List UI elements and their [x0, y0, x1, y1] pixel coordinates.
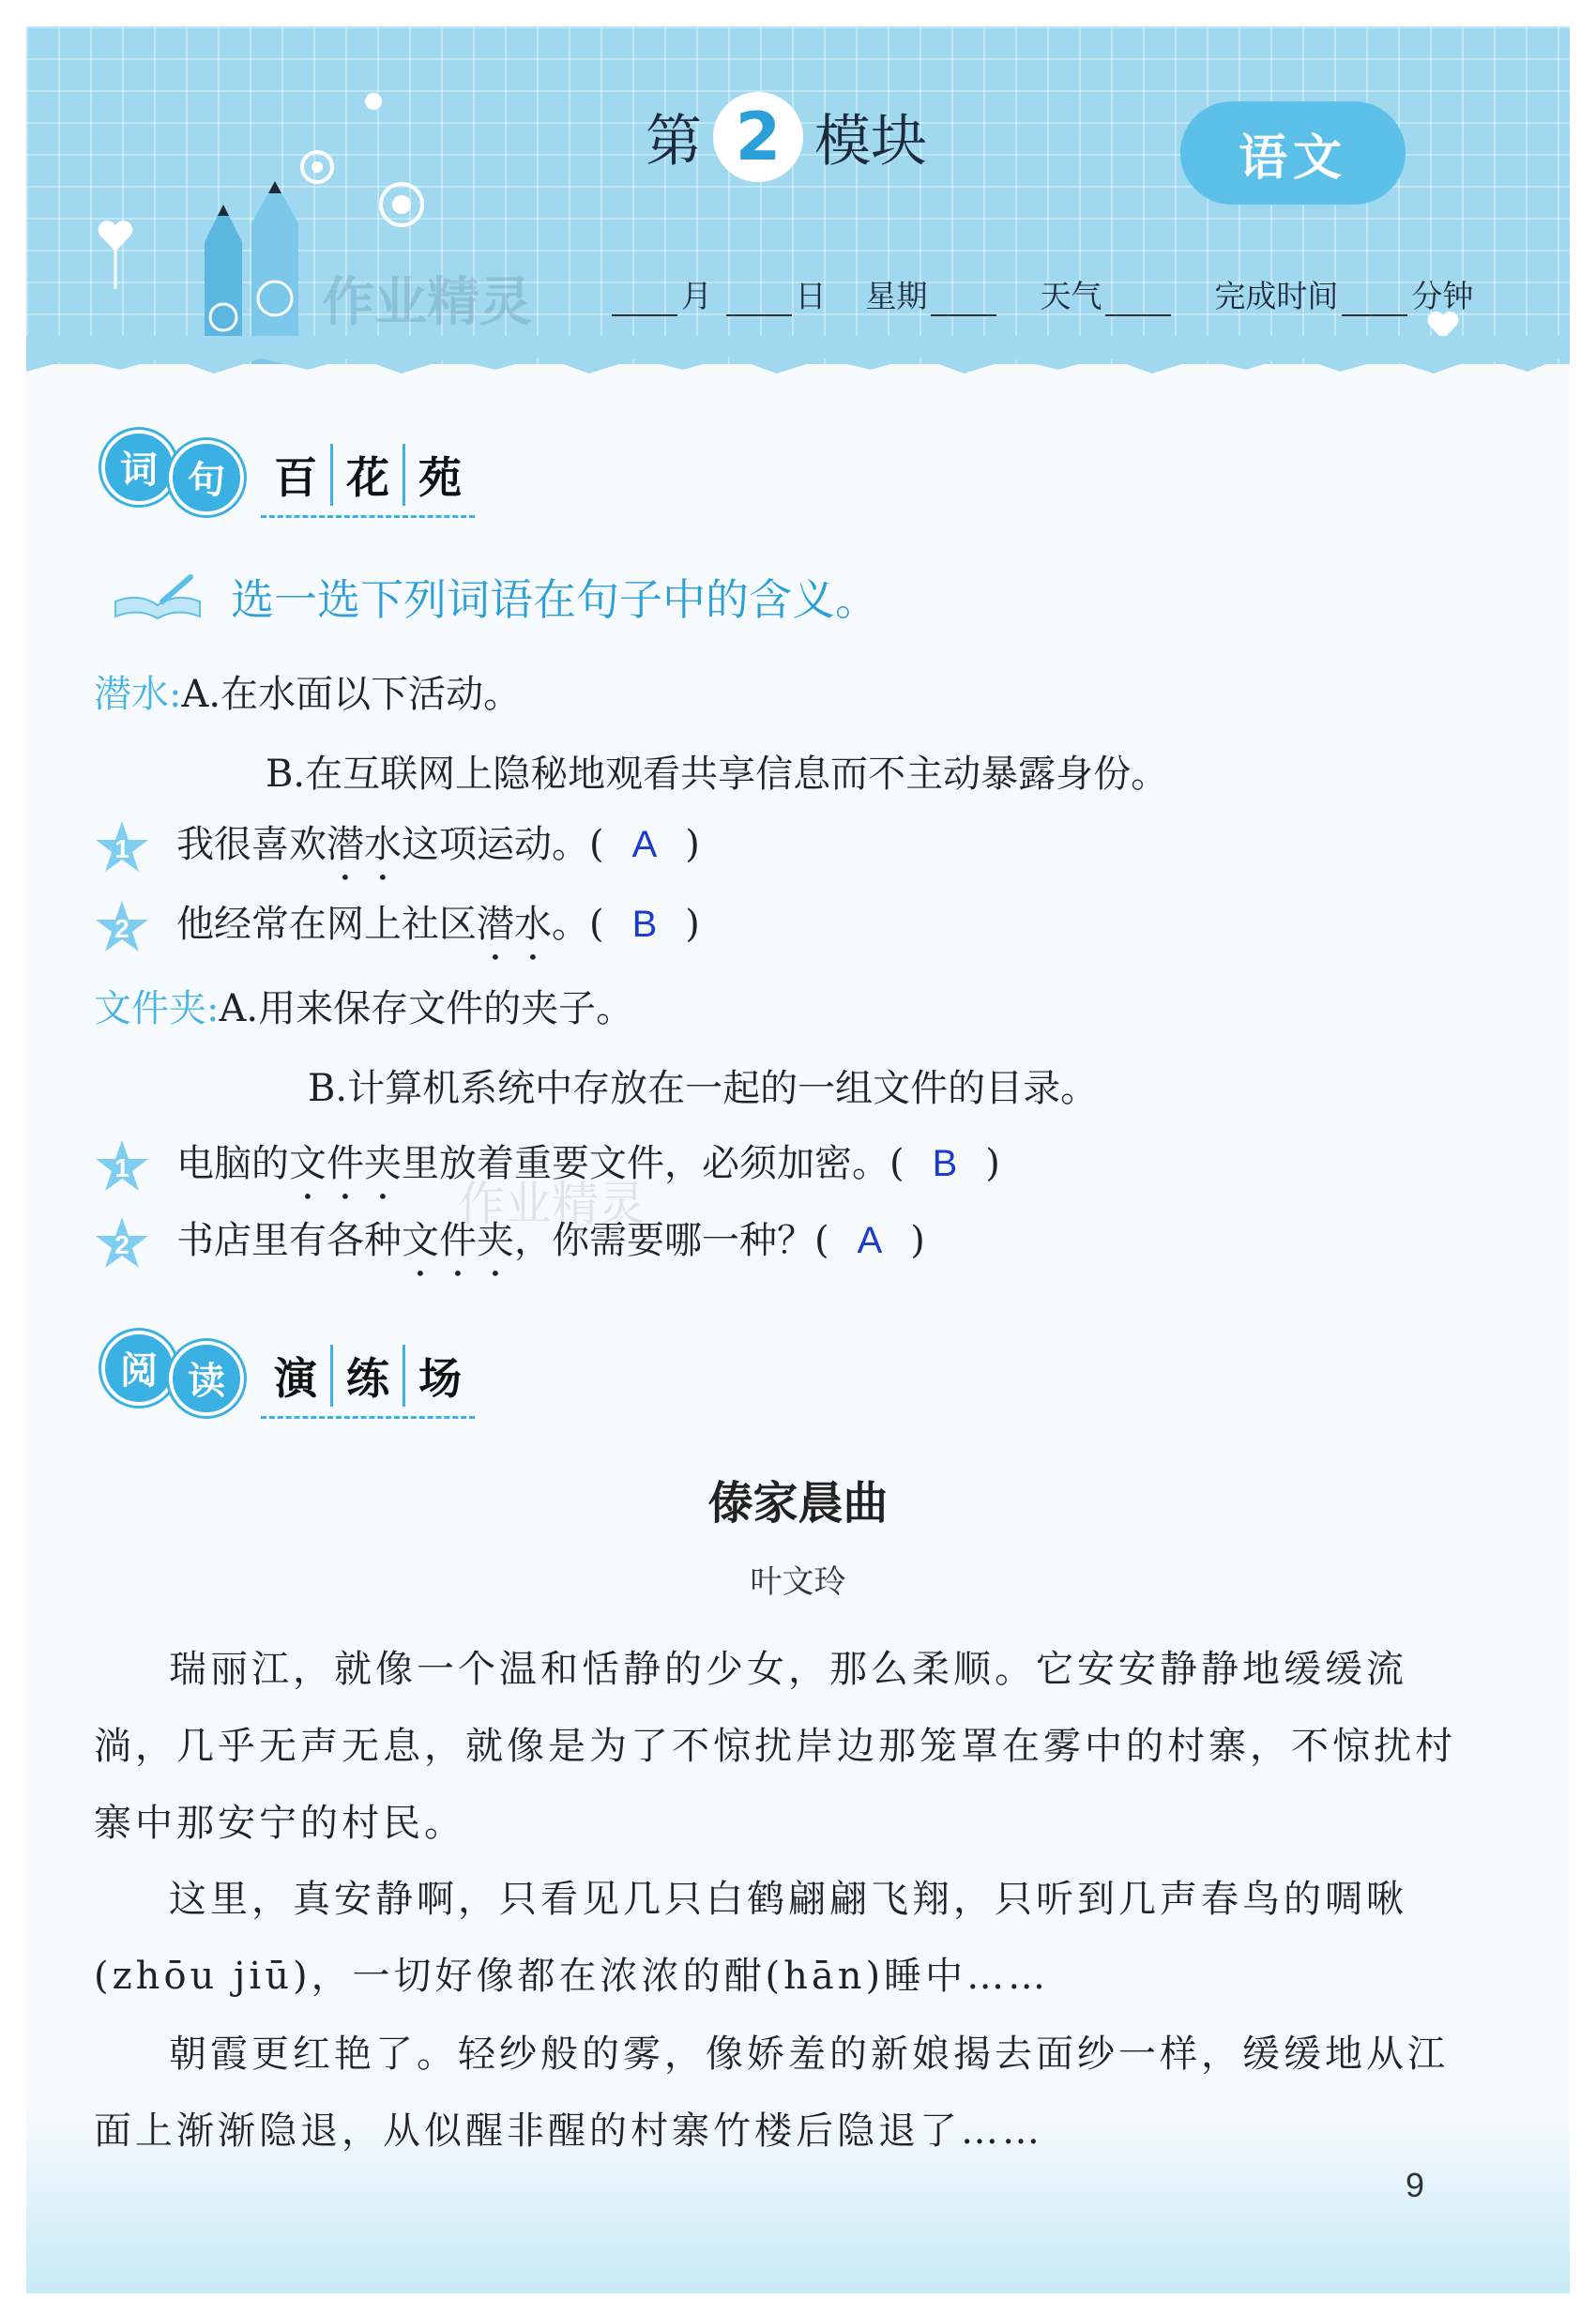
instruction — [111, 566, 878, 628]
question-text: 电脑的 — [176, 1142, 289, 1185]
article-title: 傣家晨曲 — [707, 1477, 889, 1530]
definition-line — [94, 664, 521, 718]
definition-a: A.在水面以下活动。 — [181, 673, 522, 716]
section-bubble: 句 — [169, 440, 244, 515]
watermark-logo: 作业精灵 — [458, 1177, 646, 1231]
day-blank[interactable] — [726, 286, 792, 316]
question-text: 他经常在网上社区 — [176, 903, 477, 946]
month-label: 月 — [681, 278, 712, 314]
weekday-blank[interactable] — [931, 286, 996, 316]
month-blank[interactable] — [612, 286, 677, 316]
question-text: 。( — [552, 903, 604, 946]
question-2 — [94, 894, 700, 968]
close-paren: ) — [985, 1142, 1000, 1185]
emphasized-term: 文件夹 — [402, 1219, 514, 1262]
number-1-icon — [94, 1138, 150, 1195]
instruction-text: 选一选下列词语在句子中的含义。 — [231, 574, 878, 625]
svg-text:2: 2 — [114, 914, 129, 943]
article-paragraph: 朝霞更红艳了。轻纱般的雾，像娇羞的新娘揭去面纱一样，缓缓地从江面上渐渐隐退，从似醒非醒的村寨竹楼后隐退了…… — [94, 2033, 1449, 2153]
torn-paper-edge — [26, 336, 1570, 392]
definition-line — [94, 979, 633, 1032]
section-title-char: 苑 — [418, 452, 462, 503]
article-paragraph: 瑞丽江，就像一个温和恬静的少女，那么柔顺。它安安静静地缓缓流淌，几乎无声无息，就像是为了不惊扰岸边那笼罩在雾中的村寨，不惊扰村寨中那安宁的村民。 — [94, 1648, 1456, 1845]
section-title-char: 百 — [261, 444, 333, 506]
term-label: 文件夹: — [94, 987, 220, 1030]
page-header — [26, 26, 1570, 364]
answer-field[interactable]: B — [631, 904, 658, 945]
section-bubble: 词 — [101, 430, 176, 505]
module-title — [646, 92, 927, 182]
book-pen-icon — [111, 573, 205, 620]
answer-field[interactable]: A — [631, 824, 658, 865]
section-title-char: 场 — [418, 1353, 462, 1404]
question-text: 书店里有各种 — [176, 1219, 402, 1262]
time-label: 完成时间 — [1214, 278, 1339, 314]
svg-text:1: 1 — [114, 834, 129, 863]
definition-b: B.在互联网上隐秘地观看共享信息而不主动暴露身份。 — [266, 753, 1169, 796]
section-title-char: 练 — [333, 1345, 405, 1407]
answer-field[interactable]: A — [857, 1220, 883, 1261]
date-info-line — [608, 272, 1473, 316]
time-blank[interactable] — [1342, 286, 1407, 316]
weather-blank[interactable] — [1105, 286, 1171, 316]
section-bubble: 阅 — [101, 1331, 176, 1406]
definition-a: A.用来保存文件的夹子。 — [219, 987, 634, 1030]
module-prefix: 第 — [646, 109, 702, 175]
section-title — [261, 1345, 475, 1419]
module-number: 2 — [713, 92, 803, 182]
question-text: 这项运动。( — [402, 823, 604, 866]
definition-line — [266, 744, 1168, 798]
emphasized-term: 潜水 — [327, 823, 402, 866]
page-number: 9 — [1406, 2166, 1425, 2204]
article-author: 叶文玲 — [750, 1563, 846, 1601]
subject-badge: 语文 — [1180, 101, 1406, 205]
question-1 — [94, 815, 700, 889]
day-label: 日 — [795, 278, 827, 314]
definition-line — [308, 1059, 1098, 1112]
section-bubble: 读 — [169, 1341, 244, 1416]
weekday-label: 星期 — [865, 278, 928, 314]
definition-b: B.计算机系统中存放在一起的一组文件的目录。 — [308, 1067, 1099, 1110]
heart-icon — [92, 214, 139, 289]
question-text: 里放着重要文件，必须加密。( — [402, 1142, 904, 1185]
bubbles-decoration — [280, 83, 430, 233]
section-title-char: 花 — [333, 444, 405, 506]
svg-text:2: 2 — [114, 1230, 129, 1259]
section-heading-words — [101, 416, 475, 518]
number-2-icon — [94, 899, 150, 955]
close-paren: ) — [685, 823, 700, 866]
close-paren: ) — [910, 1219, 925, 1262]
module-suffix: 模块 — [814, 109, 927, 175]
article-paragraph: 这里，真安静啊，只看见几只白鹤翩翩飞翔，只听到几声春鸟的啁啾(zhōu jiū)，一切好像都在浓浓的酣(hān)睡中…… — [94, 1878, 1407, 1998]
emphasized-term: 文件夹 — [289, 1142, 402, 1185]
workbook-page — [26, 26, 1570, 2293]
number-2-icon — [94, 1215, 150, 1272]
emphasized-term: 潜水 — [477, 903, 552, 946]
close-paren: ) — [685, 903, 700, 946]
svg-text:1: 1 — [114, 1153, 129, 1182]
section-title-char: 演 — [261, 1345, 333, 1407]
term-label: 潜水: — [94, 673, 182, 716]
section-title — [261, 444, 475, 518]
question-text: 我很喜欢 — [176, 823, 327, 866]
time-unit-label: 分钟 — [1411, 278, 1474, 314]
weather-label: 天气 — [1040, 278, 1102, 314]
watermark-logo: 作业精灵 — [322, 272, 532, 333]
question-text: ，你需要哪一种？( — [514, 1219, 829, 1262]
answer-field[interactable]: B — [932, 1143, 958, 1184]
section-heading-reading — [101, 1317, 475, 1419]
number-1-icon — [94, 819, 150, 876]
